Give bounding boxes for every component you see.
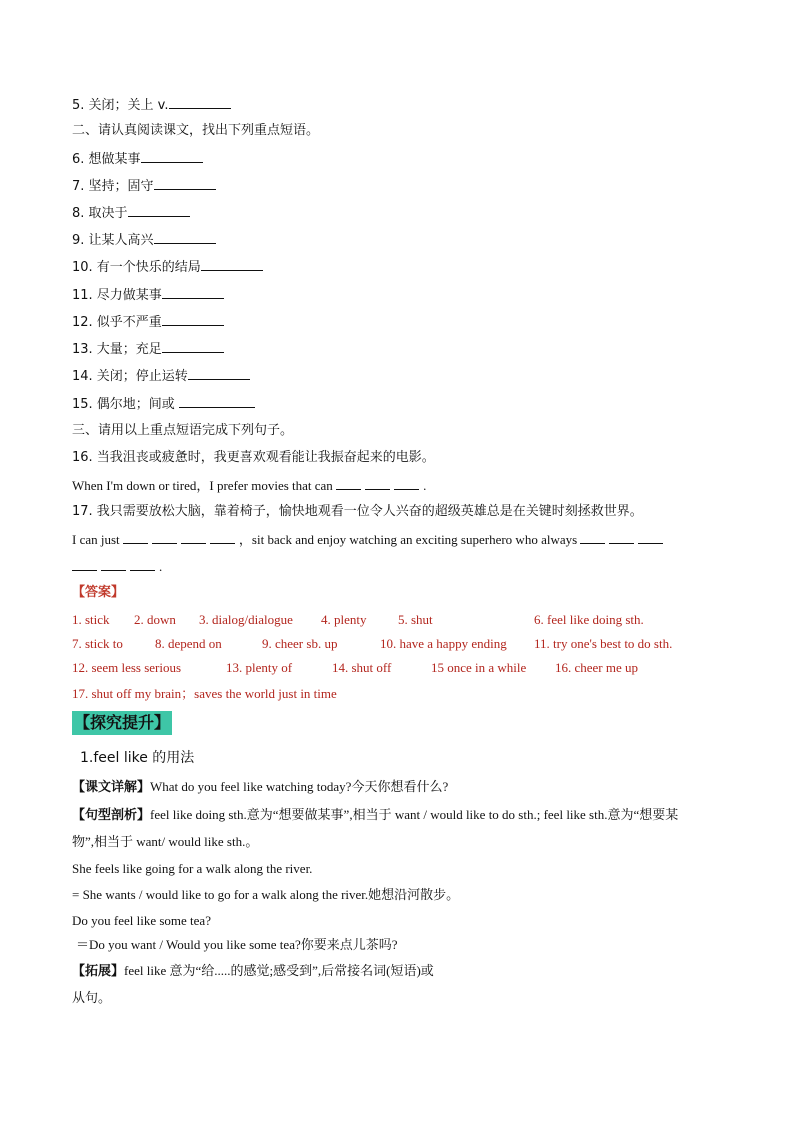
phrase-item: 15. 偶尔地；间或: [72, 394, 255, 414]
phrase-item: 14. 关闭；停止运转: [72, 366, 250, 386]
tuozhan-label: 【拓展】: [72, 964, 125, 979]
answer-blank[interactable]: [179, 394, 255, 408]
answer-blank[interactable]: [162, 285, 224, 299]
answer-item: 7. stick to: [72, 636, 123, 651]
answer-item: 9. cheer sb. up: [262, 636, 338, 651]
phrase-item: 7. 坚持；固守: [72, 176, 216, 196]
answer-blank[interactable]: [394, 476, 419, 490]
juxing-line-2: 物”,相当于 want/ would like sth.。: [72, 834, 259, 849]
answer-blank[interactable]: [210, 530, 235, 544]
question-17-en: I can just ，sit back and enjoy watching an exciting superhero who always: [72, 530, 667, 549]
phrase-item: 9. 让某人高兴: [72, 230, 216, 250]
answer-item: 5. shut: [398, 612, 433, 627]
phrase-item: 10. 有一个快乐的结局: [72, 257, 263, 277]
answer-blank[interactable]: [123, 530, 148, 544]
question-16-zh: 16. 当我沮丧或疲惫时，我更喜欢观看能让我振奋起来的电影。: [72, 450, 435, 465]
answer-item: 1. stick: [72, 612, 110, 627]
answer-blank[interactable]: [365, 476, 390, 490]
answer-item: 8. depend on: [155, 636, 222, 651]
answer-item: 13. plenty of: [226, 660, 293, 675]
answer-item: 17. shut off my brain；saves the world just in time: [72, 686, 337, 701]
kewen-line: 【课文详解】What do you feel like watching today?今天你想看什么?: [72, 779, 449, 795]
answer-item: 15 once in a while: [431, 660, 527, 675]
answer-blank[interactable]: [154, 230, 216, 244]
question-17-zh: 17. 我只需要放松大脑，靠着椅子，愉快地观看一位令人兴奋的超级英雄总是在关键时刻拯救世界。: [72, 504, 643, 519]
example-1-equivalent: = She wants / would like to go for a walk along the river.她想沿河散步。: [72, 887, 460, 902]
answer-blank[interactable]: [152, 530, 177, 544]
question-16-en: When I'm down or tired，I prefer movies that can .: [72, 478, 427, 493]
example-2: Do you feel like some tea?: [72, 913, 211, 928]
answer-blank[interactable]: [201, 257, 263, 271]
answer-item: 4. plenty: [321, 612, 367, 627]
phrase-item: 12. 似乎不严重: [72, 312, 224, 332]
section-2-title: 二、请认真阅读课文，找出下列重点短语。: [72, 123, 320, 138]
answer-blank[interactable]: [188, 366, 250, 380]
juxing-line: 【句型剖析】feel like doing sth.意为“想要做某事”,相当于 want / would like to do sth.; feel like sth.意为“想要某: [72, 807, 679, 823]
answer-blank[interactable]: [162, 339, 224, 353]
answer-blank[interactable]: [181, 530, 206, 544]
answer-item: 3. dialog/dialogue: [199, 612, 293, 627]
answer-blank[interactable]: [72, 557, 97, 571]
answer-blank[interactable]: [130, 557, 155, 571]
example-1: She feels like going for a walk along the river.: [72, 861, 313, 876]
juxing-label: 【句型剖析】: [72, 808, 151, 823]
phrase-item: 8. 取决于: [72, 203, 190, 223]
answer-blank[interactable]: [128, 203, 190, 217]
phrase-item: 11. 尽力做某事: [72, 285, 224, 305]
answer-blank[interactable]: [169, 95, 231, 109]
question-5: 5. 关闭；关上 v.: [72, 95, 231, 115]
answer-blank[interactable]: [162, 312, 224, 326]
topic-heading: 1.feel like 的用法: [80, 750, 195, 766]
answer-blank[interactable]: [638, 530, 663, 544]
answer-item: 12. seem less serious: [72, 660, 182, 675]
answer-item: 6. feel like doing sth.: [534, 612, 644, 627]
answer-label: 【答案】: [72, 585, 125, 600]
answer-blank[interactable]: [154, 176, 216, 190]
answer-item: 10. have a happy ending: [380, 636, 507, 651]
tuozhan-line: 【拓展】feel like 意为“给.....的感觉;感受到”,后常接名词(短语)或: [72, 963, 434, 979]
kewen-label: 【课文详解】: [72, 780, 151, 795]
explore-section-banner: 【探究提升】: [72, 711, 172, 735]
answer-blank[interactable]: [336, 476, 361, 490]
answer-item: 16. cheer me up: [555, 660, 639, 675]
example-2-equivalent: ＝Do you want / Would you like some tea?你要来点儿茶吗?: [76, 937, 398, 952]
answer-item: 2. down: [134, 612, 176, 627]
answer-blank[interactable]: [609, 530, 634, 544]
phrase-item: 6. 想做某事: [72, 149, 203, 169]
answer-blank[interactable]: [101, 557, 126, 571]
question-17-en-cont: .: [72, 557, 162, 576]
answer-item: 11. try one's best to do sth.: [534, 636, 673, 651]
tuozhan-line-2: 从句。: [72, 991, 112, 1006]
answer-blank[interactable]: [141, 149, 203, 163]
phrase-item: 13. 大量；充足: [72, 339, 224, 359]
section-3-title: 三、请用以上重点短语完成下列句子。: [72, 423, 294, 438]
answer-blank[interactable]: [580, 530, 605, 544]
answer-item: 14. shut off: [332, 660, 392, 675]
